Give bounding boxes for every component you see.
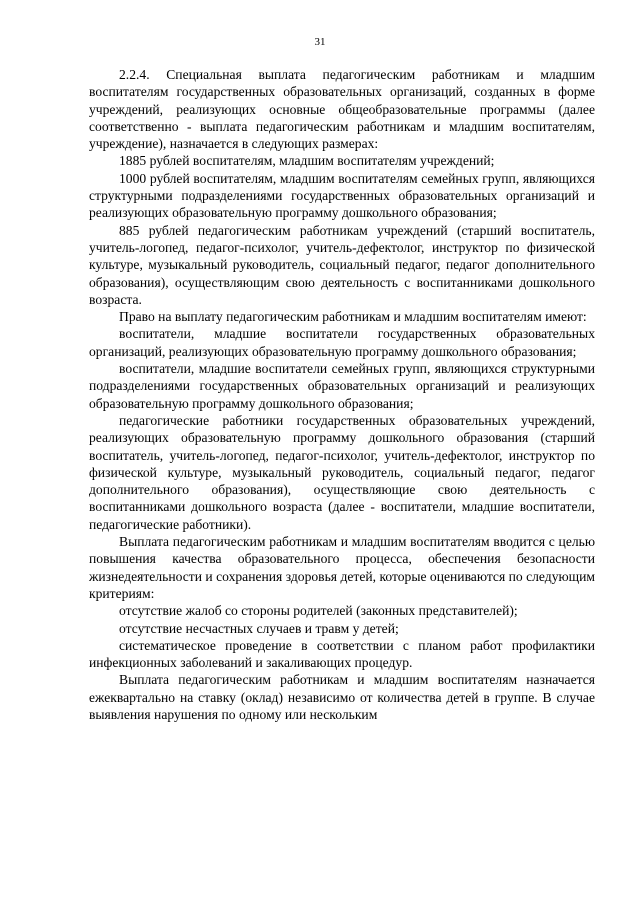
paragraph-eligibility-intro: Право на выплату педагогическим работникам и младшим воспитателям имеют: [119, 309, 587, 325]
paragraph-criterion-accidents: отсутствие несчастных случаев и травм у детей; [119, 620, 399, 636]
paragraph-eligible-family-groups: воспитатели, младшие воспитатели семейных групп, являющихся структурными подразделениями государственных образовательных организаций и реализующих образовательную программу дошкольного образования; [89, 361, 595, 411]
document-body [89, 66, 595, 723]
paragraph-eligible-educators: воспитатели, младшие воспитатели государственных образовательных организаций, реализующих образовательную программу дошкольного образования; [89, 326, 595, 359]
paragraph-purpose: Выплата педагогическим работникам и младшим воспитателям вводится с целью повышения качества образовательного процесса, обеспечения безопасности жизнедеятельности и сохранения здоровья детей, которые оцениваются по следующим критериям: [89, 534, 595, 601]
paragraph-eligible-pedagogical-staff: педагогические работники государственных образовательных учреждений, реализующих образовательную программу дошкольного образования (старший воспитатель, учитель-логопед, педагог-психолог, учитель-дефектолог, инструктор по физической культуре, музыкальный руководитель, социальный педагог, педагог дополнительного образования), осуществляющие свою деятельность с воспитанниками дошкольного возраста (далее - воспитатели, младшие воспитатели, педагогические работники). [89, 412, 595, 532]
paragraph-amount-885: 885 рублей педагогическим работникам учреждений (старший воспитатель, учитель-логопед, педагог-психолог, учитель-дефектолог, инструктор по физической культуре, музыкальный руководитель, социальный педагог, педагог дополнительного образования), осуществляющим свою деятельность с воспитанниками дошкольного возраста. [89, 222, 595, 307]
page-number: 31 [314, 36, 326, 48]
paragraph-amount-1000: 1000 рублей воспитателям, младшим воспитателям семейных групп, являющихся структурными подразделениями государственных образовательных организаций и реализующих образовательную программу дошкольного образования; [89, 170, 595, 221]
paragraph-amount-1885: 1885 рублей воспитателям, младшим воспитателям учреждений; [119, 153, 495, 169]
paragraph-assignment: Выплата педагогическим работникам и младшим воспитателям назначается ежеквартально на ставку (оклад) независимо от количества детей в группе. В случае выявления нарушения по одному или нескольким [89, 672, 595, 722]
paragraph-criterion-prevention: систематическое проведение в соответствии с планом работ профилактики инфекционных заболеваний и закаливающих процедур. [89, 637, 595, 671]
paragraph-criterion-complaints: отсутствие жалоб со стороны родителей (законных представителей); [119, 603, 518, 619]
paragraph-2-2-4: 2.2.4. Специальная выплата педагогическим работникам и младшим воспитателям государственных образовательных организаций, созданных в форме учреждений, реализующих основные общеобразовательные программы (далее соответственно - выплата педагогическим работникам и младшим воспитателям, учреждение), назначается в следующих размерах: [89, 67, 595, 152]
